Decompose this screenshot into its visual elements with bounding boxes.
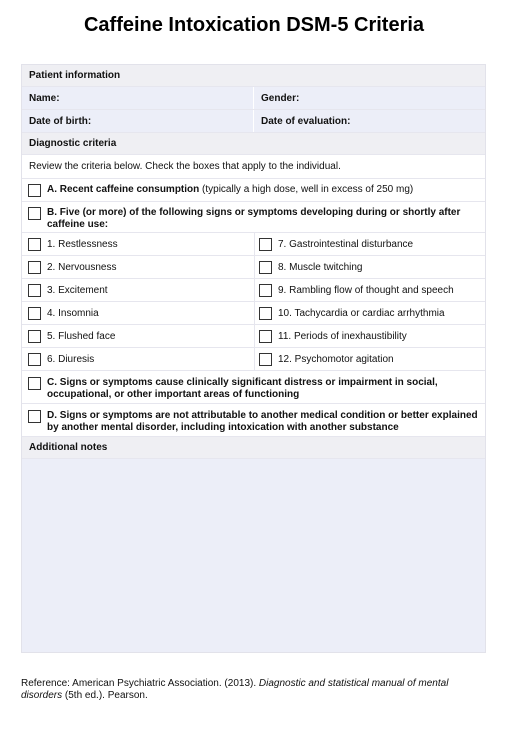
reference-title: Diagnostic and statistical manual of mental disorders [21, 678, 449, 701]
notes-heading-text: Additional notes [29, 442, 108, 453]
symptom-checkbox[interactable] [28, 330, 41, 343]
dob-field[interactable] [22, 110, 254, 132]
criterion-d-checkbox[interactable] [28, 410, 41, 423]
symptom-row [22, 302, 485, 325]
criterion-a-row [22, 179, 485, 202]
symptom-item [22, 256, 255, 278]
symptom-row [22, 325, 485, 348]
symptom-label: 8. Muscle twitching [278, 261, 363, 273]
criterion-b-row [22, 202, 485, 233]
symptom-checkbox[interactable] [28, 238, 41, 251]
symptom-checkbox[interactable] [259, 330, 272, 343]
symptom-label: 12. Psychomotor agitation [278, 353, 394, 365]
patient-info-heading [22, 65, 485, 87]
criterion-d-row [22, 404, 485, 437]
symptom-item [22, 348, 255, 370]
symptom-row [22, 233, 485, 256]
criterion-a-normal: (typically a high dose, well in excess of 250 mg) [199, 184, 414, 195]
symptom-label: 9. Rambling flow of thought and speech [278, 284, 454, 296]
eval-date-label: Date of evaluation: [261, 115, 351, 127]
criterion-a-bold: A. Recent caffeine consumption [47, 184, 200, 195]
page-title: Caffeine Intoxication DSM-5 Criteria [83, 14, 425, 36]
symptom-checkbox[interactable] [28, 307, 41, 320]
diagnostic-heading [22, 133, 485, 155]
gender-label: Gender: [261, 92, 300, 104]
criteria-form [21, 64, 486, 653]
instructions-row [22, 155, 485, 179]
reference [21, 678, 491, 702]
symptom-label: 10. Tachycardia or cardiac arrhythmia [278, 307, 445, 319]
reference-suffix: (5th ed.). Pearson. [62, 690, 148, 701]
symptom-item [255, 279, 485, 301]
criterion-b-checkbox[interactable] [28, 207, 41, 220]
notes-textarea[interactable] [22, 459, 485, 652]
dob-label: Date of birth: [29, 115, 92, 127]
criterion-a-checkbox[interactable] [28, 184, 41, 197]
symptom-item [22, 302, 255, 324]
symptom-label: 5. Flushed face [47, 330, 116, 342]
symptom-item [255, 325, 485, 347]
symptom-item [255, 302, 485, 324]
symptom-label: 6. Diuresis [47, 353, 95, 365]
symptom-row [22, 348, 485, 371]
name-field[interactable] [22, 87, 254, 109]
symptom-checkbox[interactable] [259, 261, 272, 274]
criterion-b-text: B. Five (or more) of the following signs or symptoms developing during or shortly after caffeine use: [47, 207, 461, 230]
gender-field[interactable] [254, 87, 485, 109]
symptom-item [255, 348, 485, 370]
criterion-d-text: D. Signs or symptoms are not attributable to another medical condition or better explained by another mental disorder, including intoxication with another substance [47, 410, 478, 433]
symptom-checkbox[interactable] [259, 284, 272, 297]
symptom-checkbox[interactable] [259, 307, 272, 320]
symptom-label: 2. Nervousness [47, 261, 117, 273]
symptom-label: 4. Insomnia [47, 307, 99, 319]
symptom-checkbox[interactable] [28, 353, 41, 366]
name-label: Name: [29, 92, 60, 104]
symptom-label: 1. Restlessness [47, 238, 118, 250]
eval-date-field[interactable] [254, 110, 485, 132]
symptom-checkbox[interactable] [28, 261, 41, 274]
symptom-row [22, 256, 485, 279]
criterion-c-row [22, 371, 485, 404]
symptom-checkbox[interactable] [259, 238, 272, 251]
symptom-checkbox[interactable] [28, 284, 41, 297]
reference-prefix: Reference: American Psychiatric Association. (2013). [21, 678, 259, 689]
dob-eval-row [22, 110, 485, 133]
diagnostic-heading-text: Diagnostic criteria [29, 138, 117, 149]
symptom-checkbox[interactable] [259, 353, 272, 366]
instructions-text: Review the criteria below. Check the boxes that apply to the individual. [29, 161, 341, 172]
symptom-label: 11. Periods of inexhaustibility [278, 330, 407, 342]
symptom-label: 7. Gastrointestinal disturbance [278, 238, 414, 250]
criterion-c-checkbox[interactable] [28, 377, 41, 390]
symptom-row [22, 279, 485, 302]
patient-info-heading-text: Patient information [29, 70, 121, 81]
notes-heading [22, 437, 485, 459]
symptom-item [22, 325, 255, 347]
criterion-c-text: C. Signs or symptoms cause clinically significant distress or impairment in social, occupational, or other important areas of functioning [47, 377, 438, 400]
name-gender-row [22, 87, 485, 110]
symptom-item [22, 233, 255, 255]
symptom-label: 3. Excitement [47, 284, 108, 296]
symptom-item [255, 256, 485, 278]
symptom-item [22, 279, 255, 301]
criterion-a-text [47, 184, 413, 196]
symptom-item [255, 233, 485, 255]
